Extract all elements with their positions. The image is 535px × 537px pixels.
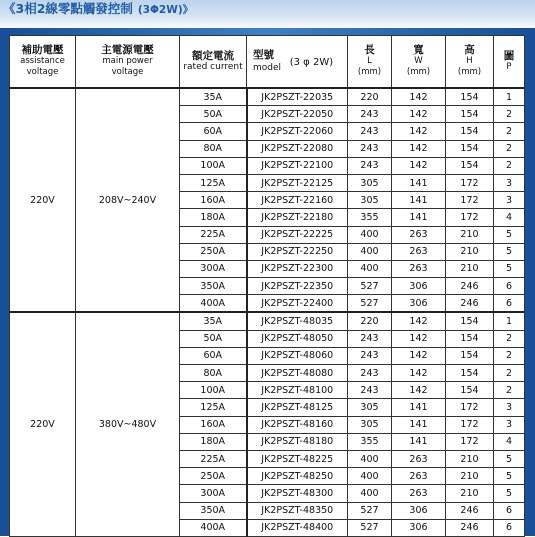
rated-current-cell: 225A — [180, 450, 247, 467]
model-cell: JK2PSZT-48250 — [247, 468, 348, 485]
model-cell: JK2PSZT-22225 — [247, 226, 348, 243]
rated-current-cell: 160A — [180, 192, 247, 209]
width-cell: 141 — [392, 192, 446, 209]
model-cell: JK2PSZT-48160 — [247, 416, 348, 433]
spec-table — [9, 35, 525, 537]
width-cell: 142 — [392, 347, 446, 364]
rated-current-cell: 300A — [180, 260, 247, 277]
rated-current-cell: 100A — [180, 382, 247, 399]
model-cell: JK2PSZT-48050 — [247, 330, 348, 347]
width-cell: 263 — [392, 485, 446, 502]
rated-current-cell: 35A — [180, 312, 247, 330]
header-length: 長 L (mm) — [348, 36, 392, 89]
figure-cell: 2 — [494, 140, 525, 157]
height-cell: 246 — [446, 295, 494, 313]
width-cell: 141 — [392, 433, 446, 450]
model-cell: JK2PSZT-48350 — [247, 502, 348, 519]
figure-cell: 3 — [494, 174, 525, 191]
figure-cell: 6 — [494, 519, 525, 536]
figure-cell: 2 — [494, 330, 525, 347]
length-cell: 527 — [348, 278, 392, 295]
figure-cell: 5 — [494, 260, 525, 277]
width-cell: 142 — [392, 330, 446, 347]
rated-current-cell: 300A — [180, 485, 247, 502]
rated-current-cell: 250A — [180, 468, 247, 485]
figure-cell: 6 — [494, 295, 525, 313]
length-cell: 243 — [348, 382, 392, 399]
figure-cell: 2 — [494, 347, 525, 364]
height-cell: 154 — [446, 347, 494, 364]
figure-cell: 5 — [494, 450, 525, 467]
width-cell: 142 — [392, 140, 446, 157]
spec-table-body — [10, 88, 525, 536]
height-cell: 172 — [446, 174, 494, 191]
figure-cell: 3 — [494, 192, 525, 209]
height-cell: 246 — [446, 502, 494, 519]
figure-cell: 5 — [494, 226, 525, 243]
assist-voltage-cell: 220V — [10, 88, 76, 312]
width-cell: 141 — [392, 416, 446, 433]
table-row — [10, 312, 525, 330]
title-sub: (3Φ2W)》 — [137, 4, 194, 16]
figure-cell: 5 — [494, 243, 525, 260]
length-cell: 305 — [348, 416, 392, 433]
model-cell: JK2PSZT-48180 — [247, 433, 348, 450]
rated-current-cell: 125A — [180, 399, 247, 416]
width-cell: 306 — [392, 295, 446, 313]
model-cell: JK2PSZT-48080 — [247, 365, 348, 382]
length-cell: 220 — [348, 312, 392, 330]
figure-cell: 5 — [494, 485, 525, 502]
rated-current-cell: 400A — [180, 295, 247, 313]
length-cell: 243 — [348, 106, 392, 123]
table-row — [10, 88, 525, 106]
header-rated-current: 額定電流 rated current — [180, 36, 247, 89]
rated-current-cell: 100A — [180, 157, 247, 174]
width-cell: 306 — [392, 519, 446, 536]
model-cell: JK2PSZT-48300 — [247, 485, 348, 502]
height-cell: 154 — [446, 123, 494, 140]
model-cell: JK2PSZT-22250 — [247, 243, 348, 260]
height-cell: 154 — [446, 88, 494, 106]
rated-current-cell: 250A — [180, 243, 247, 260]
length-cell: 355 — [348, 433, 392, 450]
figure-cell: 2 — [494, 365, 525, 382]
length-cell: 243 — [348, 157, 392, 174]
rated-current-cell: 125A — [180, 174, 247, 191]
figure-cell: 3 — [494, 399, 525, 416]
width-cell: 142 — [392, 382, 446, 399]
width-cell: 142 — [392, 312, 446, 330]
length-cell: 355 — [348, 209, 392, 226]
model-cell: JK2PSZT-48035 — [247, 312, 348, 330]
figure-cell: 6 — [494, 502, 525, 519]
model-cell: JK2PSZT-22035 — [247, 88, 348, 106]
figure-cell: 2 — [494, 123, 525, 140]
rated-current-cell: 80A — [180, 140, 247, 157]
header-height: 高 H (mm) — [446, 36, 494, 89]
figure-cell: 5 — [494, 468, 525, 485]
header-width: 寬 W (mm) — [392, 36, 446, 89]
length-cell: 400 — [348, 468, 392, 485]
height-cell: 154 — [446, 312, 494, 330]
rated-current-cell: 160A — [180, 416, 247, 433]
length-cell: 305 — [348, 192, 392, 209]
height-cell: 172 — [446, 416, 494, 433]
model-cell: JK2PSZT-48100 — [247, 382, 348, 399]
header-assist-voltage: 補助電壓 assistance voltage — [10, 36, 76, 89]
model-cell: JK2PSZT-48400 — [247, 519, 348, 536]
figure-cell: 2 — [494, 106, 525, 123]
height-cell: 172 — [446, 192, 494, 209]
header-figure: 圖 P — [494, 36, 525, 89]
height-cell: 210 — [446, 485, 494, 502]
length-cell: 400 — [348, 260, 392, 277]
width-cell: 141 — [392, 209, 446, 226]
model-cell: JK2PSZT-22400 — [247, 295, 348, 313]
width-cell: 263 — [392, 243, 446, 260]
width-cell: 142 — [392, 106, 446, 123]
model-cell: JK2PSZT-22125 — [247, 174, 348, 191]
model-cell: JK2PSZT-22100 — [247, 157, 348, 174]
model-cell: JK2PSZT-22080 — [247, 140, 348, 157]
width-cell: 142 — [392, 123, 446, 140]
model-cell: JK2PSZT-48225 — [247, 450, 348, 467]
assist-voltage-cell: 220V — [10, 312, 76, 536]
model-cell: JK2PSZT-22060 — [247, 123, 348, 140]
length-cell: 527 — [348, 519, 392, 536]
height-cell: 154 — [446, 382, 494, 399]
length-cell: 305 — [348, 174, 392, 191]
rated-current-cell: 60A — [180, 347, 247, 364]
height-cell: 210 — [446, 468, 494, 485]
title-main: 《3相2線零點觸發控制 — [3, 1, 133, 16]
height-cell: 172 — [446, 209, 494, 226]
figure-cell: 4 — [494, 209, 525, 226]
model-cell: JK2PSZT-22300 — [247, 260, 348, 277]
length-cell: 400 — [348, 226, 392, 243]
rated-current-cell: 60A — [180, 123, 247, 140]
length-cell: 243 — [348, 347, 392, 364]
header-main-power-voltage: 主電源電壓 main power voltage — [76, 36, 180, 89]
height-cell: 246 — [446, 519, 494, 536]
model-cell: JK2PSZT-22050 — [247, 106, 348, 123]
height-cell: 210 — [446, 226, 494, 243]
width-cell: 141 — [392, 174, 446, 191]
figure-cell: 1 — [494, 88, 525, 106]
width-cell: 142 — [392, 157, 446, 174]
length-cell: 243 — [348, 140, 392, 157]
rated-current-cell: 50A — [180, 106, 247, 123]
height-cell: 210 — [446, 450, 494, 467]
width-cell: 306 — [392, 502, 446, 519]
rated-current-cell: 180A — [180, 433, 247, 450]
width-cell: 142 — [392, 365, 446, 382]
rated-current-cell: 180A — [180, 209, 247, 226]
height-cell: 210 — [446, 260, 494, 277]
figure-cell: 3 — [494, 416, 525, 433]
main-voltage-cell: 208V~240V — [76, 88, 180, 312]
figure-cell: 6 — [494, 278, 525, 295]
rated-current-cell: 225A — [180, 226, 247, 243]
width-cell: 263 — [392, 260, 446, 277]
height-cell: 154 — [446, 140, 494, 157]
height-cell: 172 — [446, 399, 494, 416]
height-cell: 154 — [446, 106, 494, 123]
rated-current-cell: 350A — [180, 278, 247, 295]
height-cell: 172 — [446, 433, 494, 450]
header-model: 型號 model (3 φ 2W) — [247, 36, 348, 89]
length-cell: 400 — [348, 243, 392, 260]
page-title — [3, 0, 193, 18]
rated-current-cell: 50A — [180, 330, 247, 347]
height-cell: 154 — [446, 365, 494, 382]
length-cell: 400 — [348, 450, 392, 467]
figure-cell: 2 — [494, 157, 525, 174]
length-cell: 243 — [348, 365, 392, 382]
rated-current-cell: 80A — [180, 365, 247, 382]
length-cell: 220 — [348, 88, 392, 106]
length-cell: 243 — [348, 123, 392, 140]
height-cell: 210 — [446, 243, 494, 260]
model-cell: JK2PSZT-48125 — [247, 399, 348, 416]
width-cell: 141 — [392, 399, 446, 416]
figure-cell: 1 — [494, 312, 525, 330]
width-cell: 306 — [392, 278, 446, 295]
model-cell: JK2PSZT-22350 — [247, 278, 348, 295]
rated-current-cell: 35A — [180, 88, 247, 106]
height-cell: 154 — [446, 157, 494, 174]
length-cell: 527 — [348, 295, 392, 313]
length-cell: 305 — [348, 399, 392, 416]
width-cell: 263 — [392, 468, 446, 485]
height-cell: 154 — [446, 330, 494, 347]
header-row — [10, 36, 525, 89]
model-cell: JK2PSZT-22160 — [247, 192, 348, 209]
length-cell: 400 — [348, 485, 392, 502]
figure-cell: 2 — [494, 382, 525, 399]
figure-cell: 4 — [494, 433, 525, 450]
width-cell: 142 — [392, 88, 446, 106]
length-cell: 243 — [348, 330, 392, 347]
model-cell: JK2PSZT-48060 — [247, 347, 348, 364]
width-cell: 263 — [392, 226, 446, 243]
rated-current-cell: 350A — [180, 502, 247, 519]
width-cell: 263 — [392, 450, 446, 467]
height-cell: 246 — [446, 278, 494, 295]
model-cell: JK2PSZT-22180 — [247, 209, 348, 226]
main-voltage-cell: 380V~480V — [76, 312, 180, 536]
length-cell: 527 — [348, 502, 392, 519]
rated-current-cell: 400A — [180, 519, 247, 536]
